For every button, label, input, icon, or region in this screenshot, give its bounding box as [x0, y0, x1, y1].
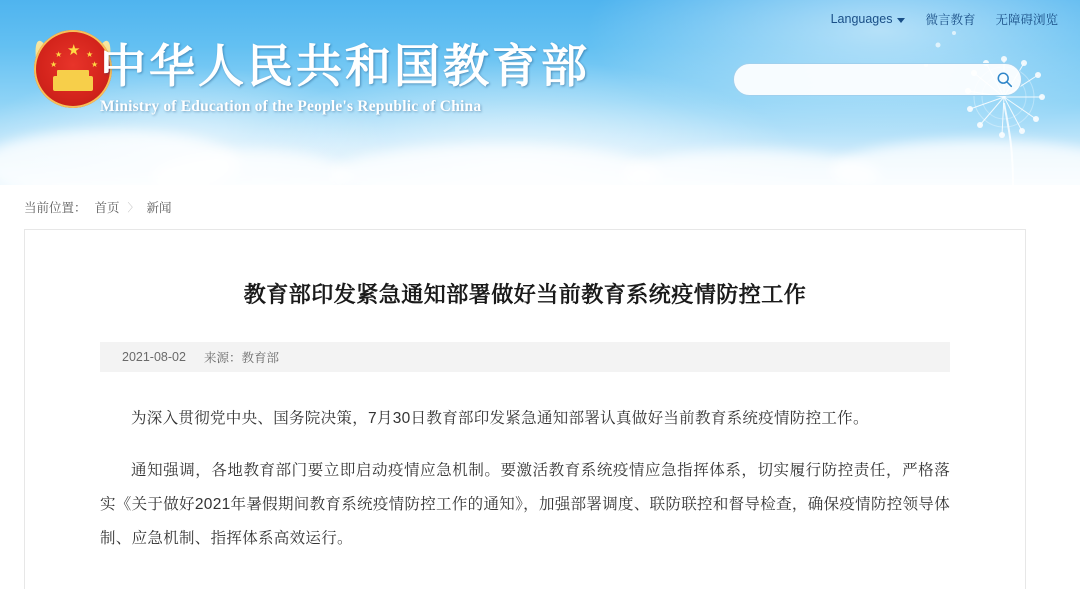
search-button[interactable]	[987, 64, 1021, 95]
site-title[interactable]	[100, 40, 590, 116]
article-paragraph: 为深入贯彻党中央、国务院决策，7月30日教育部印发紧急通知部署认真做好当前教育系统疫情防控工作。	[131, 410, 869, 427]
search-input[interactable]	[734, 65, 987, 94]
breadcrumb-item-news[interactable]: 新闻	[146, 201, 172, 215]
accessibility-link[interactable]	[995, 10, 1058, 28]
languages-label: Languages	[830, 12, 893, 26]
site-title-cn: 中华人民共和国教育部	[100, 41, 590, 92]
search-icon	[996, 71, 1013, 88]
breadcrumb-item-home[interactable]: 首页	[94, 201, 120, 215]
breadcrumb	[24, 198, 172, 216]
article-paragraph: 通知强调，各地教育部门要立即启动疫情应急机制。要激活教育系统疫情应急指挥体系，切实履行防控责任，严格落实《关于做好2021年暑假期间教育系统疫情防控工作的通知》，加强部署调度、联防联控和督导检查，确保疫情防控领导体制、应急机制、指挥体系高效运行。	[100, 462, 950, 547]
article-card	[24, 229, 1026, 589]
breadcrumb-separator-icon: 〉	[127, 202, 139, 214]
cloud-decoration	[330, 145, 660, 185]
weiyan-jiaoyu-label: 微言教育	[925, 13, 976, 27]
article-body	[100, 402, 950, 556]
national-emblem-icon: ★ ★ ★ ★ ★	[34, 30, 112, 108]
breadcrumb-prefix: 当前位置：	[24, 201, 87, 215]
top-utility-links	[831, 10, 1058, 28]
languages-link[interactable]	[831, 12, 906, 26]
search-box[interactable]	[733, 63, 1022, 96]
weiyan-jiaoyu-link[interactable]	[925, 10, 975, 28]
breadcrumb-bar	[0, 185, 1080, 229]
article-date: 2021-08-02	[122, 350, 186, 364]
accessibility-label: 无障碍浏览	[995, 13, 1058, 27]
site-title-en: Ministry of Education of the People's Republic of China	[100, 98, 482, 115]
site-header	[0, 0, 1080, 185]
chevron-down-icon	[897, 18, 905, 23]
article-title: 教育部印发紧急通知部署做好当前教育系统疫情防控工作	[243, 282, 807, 307]
article-meta	[100, 342, 950, 372]
dandelion-decoration	[918, 25, 1068, 185]
article-source: 来源：教育部	[203, 351, 279, 365]
